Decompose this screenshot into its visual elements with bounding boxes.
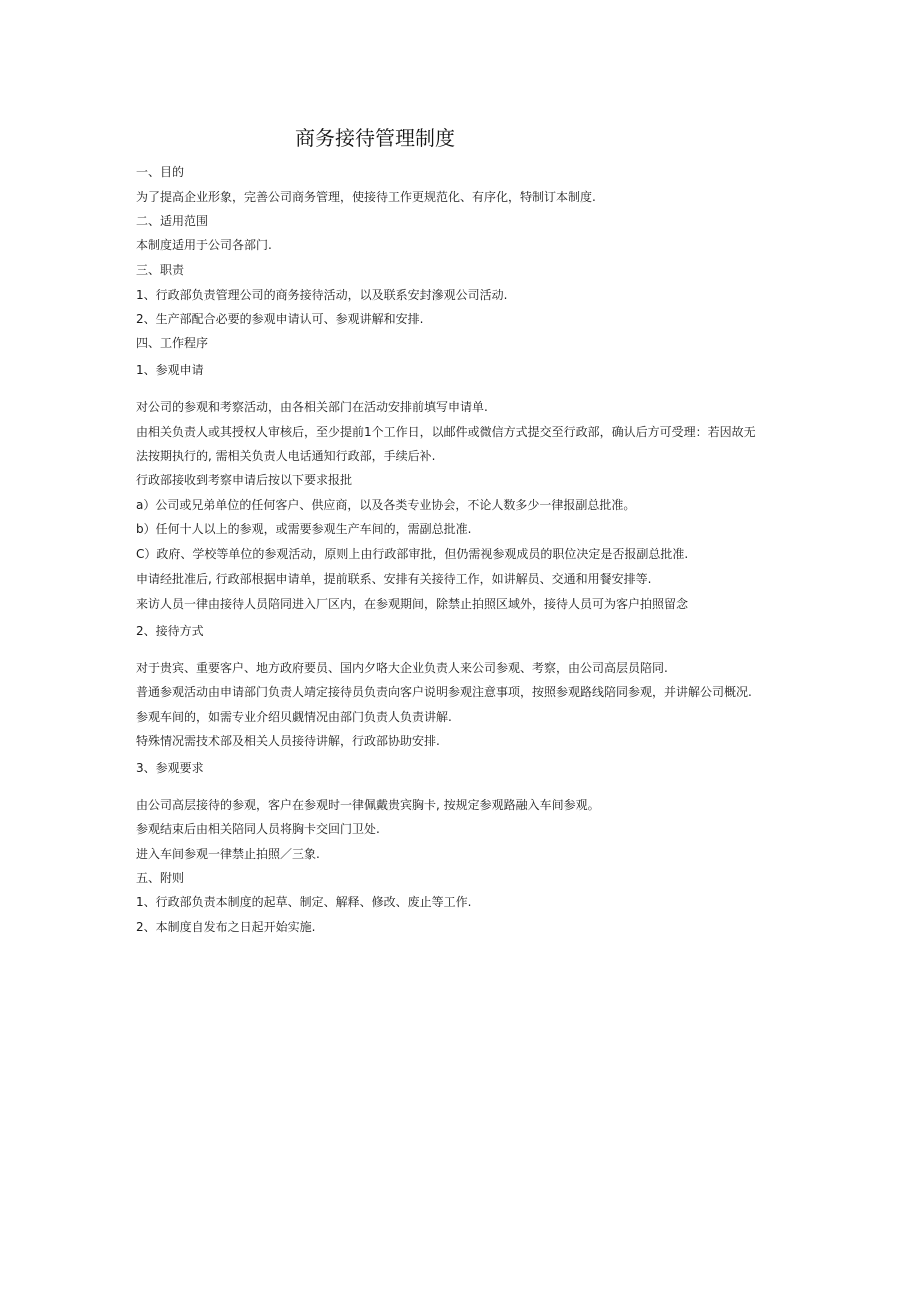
- paragraph-requirements-2: 参观结束后由相关陪同人员将胸卡交回门卫处.: [136, 822, 380, 836]
- paragraph-requirements-3: 进入车间参观一律禁止拍照／三象.: [136, 847, 320, 861]
- list-item-a: a）公司或兄弟单位的任何客户、供应商，以及各类专业协会，不论人数多少一律报副总批准。: [136, 498, 636, 512]
- paragraph-duty-1: 1、行政部负责管理公司的商务接待活动，以及联系安封滲观公司活动.: [136, 288, 508, 302]
- paragraph-application-1: 对公司的参观和考察活动，由各相关部门在活动安排前填写申请单.: [136, 400, 488, 414]
- subheading-visit-requirements: 3、参观要求: [136, 761, 204, 775]
- paragraph-application-4: 行政部接收到考察申请后按以下要求报批: [136, 473, 353, 487]
- paragraph-application-3: 法按期执行的, 需相关负责人电话通知行政部，手续后补.: [136, 449, 436, 463]
- paragraph-reception-1: 对于贵宾、重要客户、地方政府要员、国内夕咯大企业负责人来公司参观、考察，由公司高层员陪同.: [136, 661, 668, 675]
- paragraph-scope: 本制度适用于公司各部门.: [136, 238, 272, 252]
- section-heading-purpose: 一、目的: [136, 165, 185, 179]
- section-heading-supplementary: 五、附则: [136, 871, 185, 885]
- section-heading-procedure: 四、工作程序: [136, 336, 209, 350]
- subheading-reception-method: 2、接待方式: [136, 624, 204, 638]
- paragraph-reception-4: 特殊情况需技术部及相关人员接待讲解，行政部协助安排.: [136, 734, 440, 748]
- paragraph-application-2: 由相关负责人或其授权人审核后，至少提前1个工作日，以邮件或微信方式提交至行政部，确认后方可受理：若因故无: [136, 425, 756, 439]
- paragraph-supplementary-1: 1、行政部负责本制度的起草、制定、解释、修改、废止等工作.: [136, 895, 472, 909]
- paragraph-supplementary-2: 2、本制度自发布之日起开始实施.: [136, 920, 316, 934]
- section-heading-scope: 二、适用范围: [136, 214, 209, 228]
- paragraph-reception-2: 普通参观活动由申请部门负责人靖定接待员负责向客户说明参观注意事项，按照参观路线陪同参观，并讲解公司概况.: [136, 685, 752, 699]
- paragraph-requirements-1: 由公司高层接待的参观，客户在参观时一律佩戴贵宾胸卡, 按规定参观路融入车间参观。: [136, 798, 600, 812]
- document-title: 商务接待管理制度: [295, 126, 455, 150]
- paragraph-application-6: 来访人员一律由接待人员陪同进入厂区内，在参观期间，除禁止拍照区域外，接待人员可为客户拍照留念: [136, 597, 689, 611]
- paragraph-application-5: 申请经批准后, 行政部根据申请单，提前联系、安排有关接待工作，如讲解员、交通和用餐安排等.: [136, 572, 652, 586]
- list-item-c: C）政府、学校等单位的参观活动，原则上由行政部审批，但仍需视参观成员的职位决定是否报副总批准.: [136, 547, 689, 561]
- section-heading-duties: 三、职责: [136, 263, 185, 277]
- subheading-visit-application: 1、参观申请: [136, 363, 204, 377]
- paragraph-purpose: 为了提高企业形象，完善公司商务管理，使接待工作更规范化、有序化，特制订本制度.: [136, 190, 596, 204]
- paragraph-duty-2: 2、生产部配合必要的参观申请认可、参观讲解和安排.: [136, 312, 424, 326]
- paragraph-reception-3: 参观车间的，如需专业介绍贝觑情况由部门负责人负责讲解.: [136, 710, 452, 724]
- list-item-b: b）任何十人以上的参观，或需要参观生产车间的，需副总批准.: [136, 522, 472, 536]
